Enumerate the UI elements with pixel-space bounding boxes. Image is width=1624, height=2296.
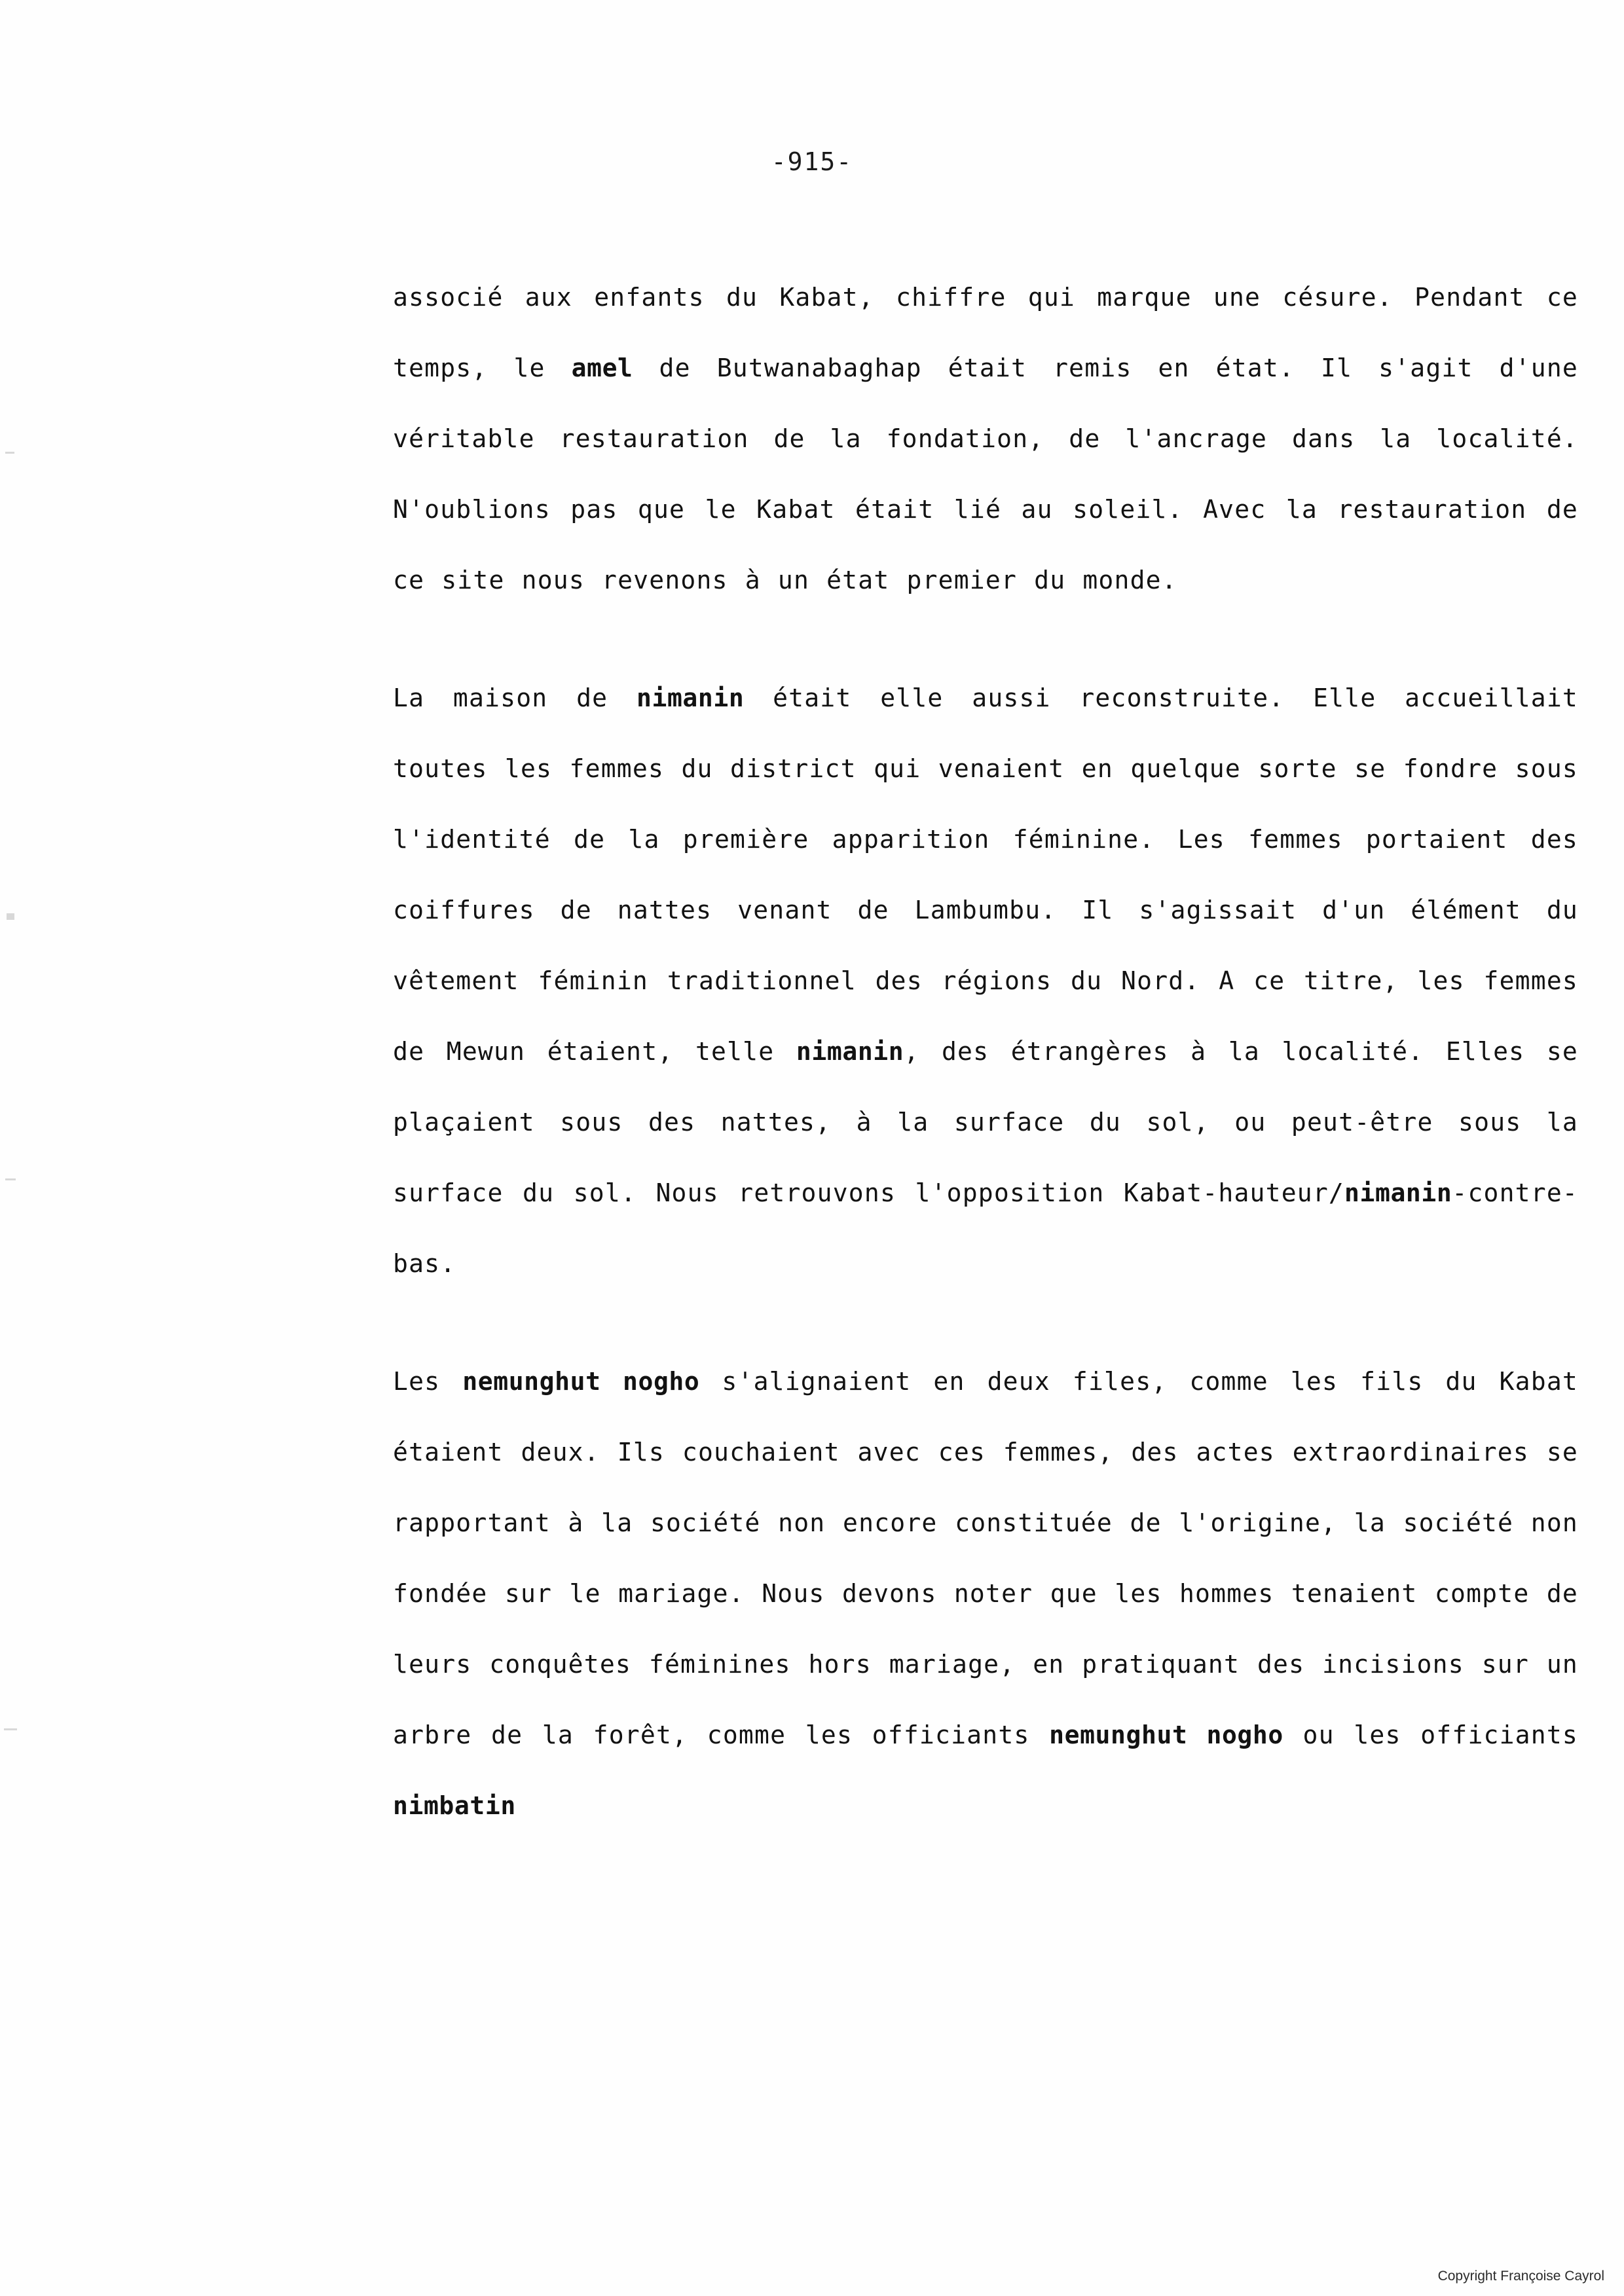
- page-body: [393, 262, 1578, 1841]
- scan-artifact-mark: [5, 452, 14, 454]
- scan-artifact-mark: [4, 1728, 17, 1730]
- paragraph-3: Les nemunghut nogho s'alignaient en deux files, comme les fils du Kabat étaient deux. Ils couchaient avec ces femmes, des actes extraordinaires se rapportant à la société non encore constituée de l'origine, la société non fondée sur le mariage. Nous devons noter que les hommes tenaient compte de leurs conquêtes féminines hors mariage, en pratiquant des incisions sur un arbre de la forêt, comme les officiants nemunghut nogho ou les officiants nimbatin: [393, 1367, 1578, 1820]
- scan-artifact-mark: [7, 913, 14, 920]
- paragraph-1: associé aux enfants du Kabat, chiffre qui marque une césure. Pendant ce temps, le amel de Butwanabaghap était remis en état. Il s'agit d'une véritable restauration de la fondation, de l'ancrage dans la localité. N'oublions pas que le Kabat était lié au soleil. Avec la restauration de ce site nous revenons à un état premier du monde.: [393, 283, 1579, 594]
- page-number: -915-: [771, 147, 853, 176]
- paragraph-2: La maison de nimanin était elle aussi reconstruite. Elle accueillait toutes les femmes du district qui venaient en quelque sorte se fondre sous l'identité de la première apparition féminine. Les femmes portaient des coiffures de nattes venant de Lambumbu. Il s'agissait d'un élément du vêtement féminin traditionnel des régions du Nord. A ce titre, les femmes de Mewun étaient, telle nimanin, des étrangères à la localité. Elles se plaçaient sous des nattes, à la surface du sol, ou peut-être sous la surface du sol. Nous retrouvons l'opposition Kabat-hauteur/nimanin-contre-bas.: [393, 683, 1579, 1278]
- scan-artifact-mark: [5, 1178, 16, 1180]
- copyright-notice: Copyright Françoise Cayrol: [1437, 2269, 1604, 2284]
